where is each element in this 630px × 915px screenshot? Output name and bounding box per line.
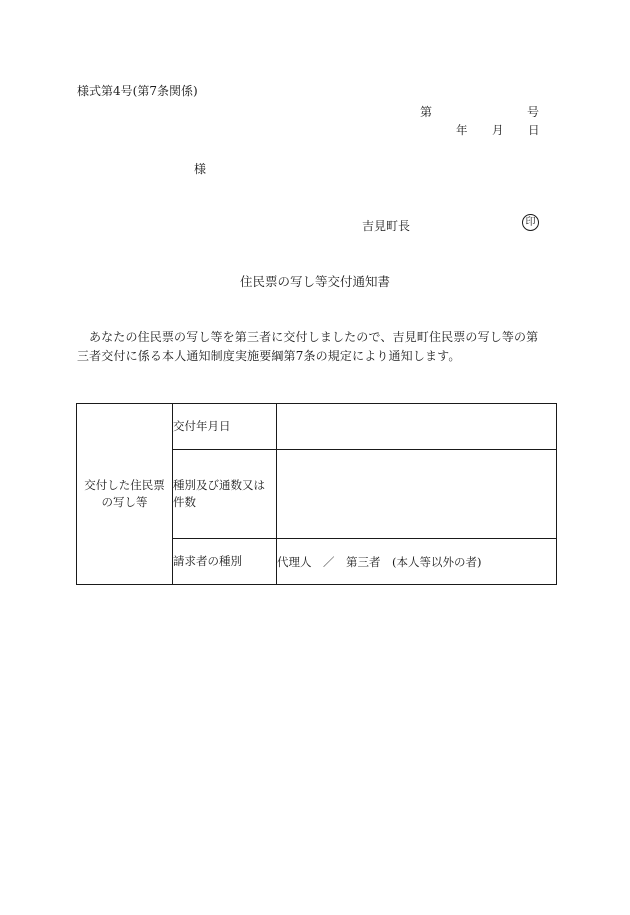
requester-type-value: 代理人 ／ 第三者 (本人等以外の者)	[277, 539, 557, 585]
row-label-requester-type: 請求者の種別	[173, 554, 242, 569]
row-label-cell	[173, 404, 277, 450]
issue-date-value	[277, 404, 557, 450]
date-month-label: 月	[492, 123, 504, 137]
issuance-table	[76, 403, 557, 585]
document-title: 住民票の写し等交付通知書	[239, 274, 390, 289]
date-day-label: 日	[528, 123, 540, 137]
addressee-honorific: 様	[194, 162, 207, 176]
issuer-name: 吉見町長	[362, 219, 411, 233]
document-number-prefix: 第	[420, 105, 433, 119]
form-label: 様式第4号(第7条関係)	[77, 84, 198, 98]
row-label-cell	[173, 449, 277, 538]
type-count-value	[277, 449, 557, 538]
group-label-cell	[77, 404, 173, 585]
document-number-suffix: 号	[527, 105, 540, 119]
date-year-label: 年	[456, 123, 468, 137]
row-label-cell	[173, 539, 277, 585]
row-label-type-count: 種別及び通数又は件数	[173, 477, 265, 509]
row-label-issue-date: 交付年月日	[173, 418, 231, 433]
table-row	[77, 404, 557, 450]
notice-body: あなたの住民票の写し等を第三者に交付しましたので、吉見町住民票の写し等の第三者交付に係る本人通知制度実施要綱第7条の規定により通知します。	[77, 330, 539, 363]
seal-icon: 印	[522, 214, 539, 231]
group-label: 交付した住民票の写し等	[84, 478, 165, 509]
